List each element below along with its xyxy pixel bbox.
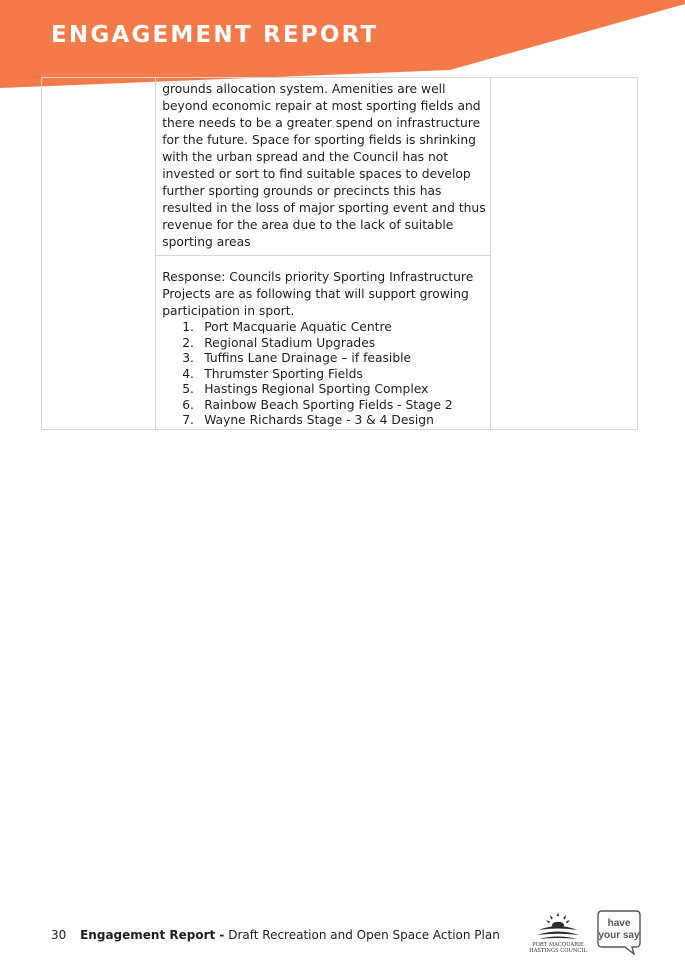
- page-footer: [51, 928, 500, 942]
- footer-report-title: Draft Recreation and Open Space Action Plan: [228, 928, 500, 942]
- list-item: [182, 413, 486, 429]
- council-name: [527, 942, 589, 954]
- council-name-line1: PORT MACQUARIE: [532, 942, 584, 948]
- council-name-line2: HASTINGS COUNCIL: [529, 948, 587, 955]
- table-cell-right: [490, 78, 637, 430]
- list-item: [182, 320, 486, 336]
- list-item: [182, 398, 486, 414]
- header-title: ENGAGEMENT REPORT: [51, 22, 379, 48]
- list-number: 1.: [182, 320, 194, 334]
- list-item: [182, 367, 486, 383]
- engagement-table: [41, 77, 638, 430]
- response-block: [156, 256, 490, 429]
- list-number: 4.: [182, 366, 194, 381]
- response-intro: Response: Councils priority Sporting Infrastructure Projects are as following that will support growing participation in sport.: [162, 270, 474, 318]
- page-number: 30: [51, 928, 67, 942]
- list-item: [182, 351, 486, 367]
- list-number: 2.: [182, 335, 194, 350]
- list-item: [182, 382, 486, 398]
- priority-projects-list: [162, 320, 486, 429]
- council-logo: [527, 908, 589, 958]
- list-label: Port Macquarie Aquatic Centre: [204, 320, 392, 334]
- footer-report-label: Engagement Report -: [80, 928, 225, 942]
- have-your-say-logo: [596, 909, 642, 955]
- table-cell-left: [42, 78, 156, 430]
- list-label: Thrumster Sporting Fields: [204, 366, 363, 381]
- submission-paragraph: grounds allocation system. Amenities are well beyond economic repair at most sporting fields and there needs to be a greater spend on infrastructure for the future. Space for sporting fields is shrinking with the urban spread and the Council has not invested or sort to find suitable spaces to develop further sporting grounds or precincts this has resulted in the loss of major sporting event and thus revenue for the area due to the lack of suitable sporting areas: [162, 82, 486, 249]
- list-number: 6.: [182, 397, 194, 412]
- table-row: [42, 78, 638, 430]
- list-label: Tuffins Lane Drainage – if feasible: [204, 351, 412, 365]
- list-label: Rainbow Beach Sporting Fields - Stage 2: [204, 397, 453, 412]
- have-your-say-line2: your say: [598, 930, 640, 941]
- list-label: Regional Stadium Upgrades: [204, 335, 376, 350]
- list-label: Wayne Richards Stage - 3 & 4 Design: [204, 413, 434, 427]
- list-label: Hastings Regional Sporting Complex: [204, 382, 429, 396]
- list-number: 7.: [182, 413, 194, 427]
- list-number: 5.: [182, 382, 194, 396]
- have-your-say-line1: have: [607, 918, 631, 929]
- council-emblem-icon: [527, 908, 589, 942]
- list-number: 3.: [182, 351, 194, 365]
- table-cell-comment: [156, 78, 491, 430]
- list-item: [182, 336, 486, 352]
